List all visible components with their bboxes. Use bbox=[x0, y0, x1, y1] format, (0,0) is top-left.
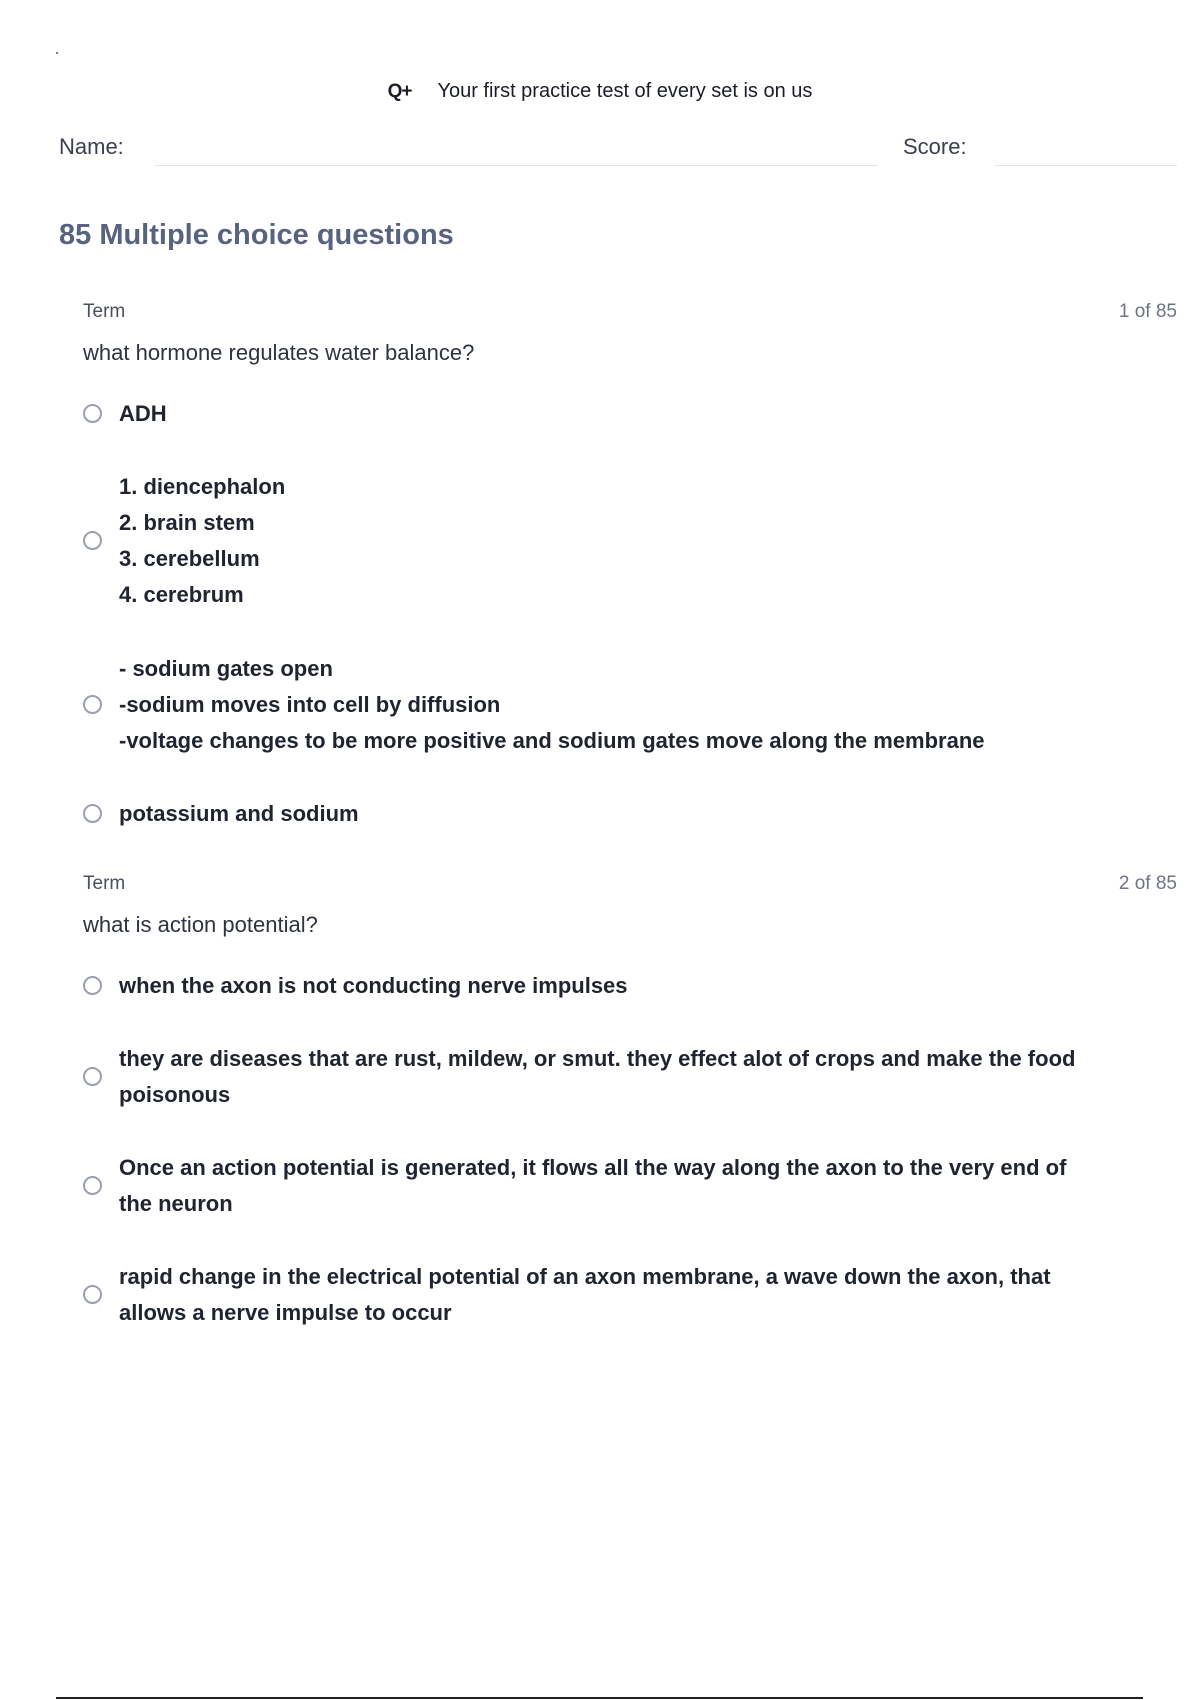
question-counter: 2 of 85 bbox=[1118, 873, 1177, 894]
answer-option[interactable] bbox=[83, 651, 1177, 759]
promo-banner bbox=[0, 80, 1200, 103]
answer-option[interactable] bbox=[83, 968, 1177, 1004]
option-text: -voltage changes to be more positive and sodium gates move along the membrane bbox=[119, 728, 985, 753]
quizlet-plus-icon: Q+ bbox=[387, 80, 412, 102]
radio-button[interactable] bbox=[83, 1285, 102, 1304]
option-text: allows a nerve impulse to occur bbox=[119, 1300, 452, 1325]
name-label: Name: bbox=[59, 134, 124, 159]
page-bottom-divider bbox=[56, 1697, 1143, 1699]
radio-button[interactable] bbox=[83, 404, 102, 423]
answer-option[interactable] bbox=[83, 1259, 1177, 1331]
option-text: Once an action potential is generated, it flows all the way along the axon to the very end of bbox=[119, 1155, 1067, 1180]
radio-button[interactable] bbox=[83, 1067, 102, 1086]
banner-text: Your first practice test of every set is on us bbox=[437, 80, 813, 102]
answer-option[interactable] bbox=[83, 796, 1177, 832]
section-title: 85 Multiple choice questions bbox=[59, 219, 454, 251]
answer-option[interactable] bbox=[83, 1150, 1177, 1222]
option-text: poisonous bbox=[119, 1082, 231, 1107]
question-counter: 1 of 85 bbox=[1118, 301, 1177, 322]
option-text: 1. diencephalon bbox=[119, 474, 286, 499]
option-text: - sodium gates open bbox=[119, 656, 333, 681]
question-text: what is action potential? bbox=[83, 912, 318, 937]
question-card bbox=[83, 873, 1177, 938]
option-text: -sodium moves into cell by diffusion bbox=[119, 692, 501, 717]
name-field[interactable] bbox=[155, 165, 878, 166]
option-text: ADH bbox=[119, 401, 167, 426]
term-label: Term bbox=[83, 301, 126, 322]
radio-button[interactable] bbox=[83, 531, 102, 550]
name-score-row bbox=[59, 132, 1177, 172]
radio-button[interactable] bbox=[83, 804, 102, 823]
score-label: Score: bbox=[903, 134, 967, 159]
question-text: what hormone regulates water balance? bbox=[83, 340, 475, 365]
option-text: the neuron bbox=[119, 1191, 233, 1216]
option-text: rapid change in the electrical potential of an axon membrane, a wave down the axon, that bbox=[119, 1264, 1051, 1289]
option-text: 3. cerebellum bbox=[119, 546, 260, 571]
term-label: Term bbox=[83, 873, 126, 894]
answer-option[interactable] bbox=[83, 396, 1177, 432]
question-card bbox=[83, 301, 1177, 366]
option-text: when the axon is not conducting nerve impulses bbox=[119, 973, 628, 998]
radio-button[interactable] bbox=[83, 695, 102, 714]
option-text: they are diseases that are rust, mildew, or smut. they effect alot of crops and make the food bbox=[119, 1046, 1076, 1071]
radio-button[interactable] bbox=[83, 976, 102, 995]
answer-option[interactable] bbox=[83, 469, 1177, 613]
answer-option[interactable] bbox=[83, 1041, 1177, 1113]
option-text: potassium and sodium bbox=[119, 801, 359, 826]
option-text: 4. cerebrum bbox=[119, 582, 244, 607]
option-text: 2. brain stem bbox=[119, 510, 255, 535]
radio-button[interactable] bbox=[83, 1176, 102, 1195]
page-mark bbox=[56, 52, 58, 54]
score-field[interactable] bbox=[995, 165, 1177, 166]
